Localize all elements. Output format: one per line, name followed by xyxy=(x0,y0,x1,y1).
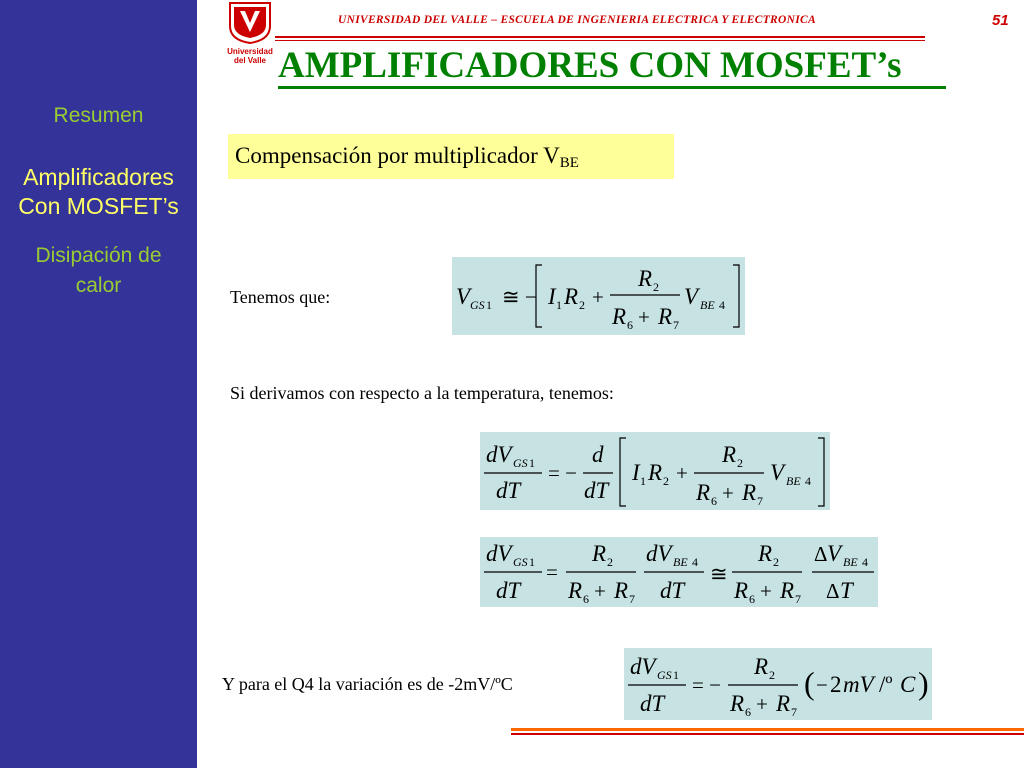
svg-text:R: R xyxy=(722,442,737,467)
svg-text:1: 1 xyxy=(529,555,535,569)
equation-vgs1 xyxy=(452,257,745,335)
q4-variation-text: Y para el Q4 la variación es de -2mV/ºC xyxy=(222,674,513,694)
sidebar xyxy=(0,0,197,768)
svg-text:R: R xyxy=(758,541,773,566)
svg-text:2: 2 xyxy=(653,280,659,294)
svg-text:BE: BE xyxy=(700,298,715,312)
svg-text:R: R xyxy=(696,480,711,505)
footer-divider xyxy=(511,728,1024,731)
svg-text:I: I xyxy=(632,460,640,485)
svg-text:(: ( xyxy=(804,665,815,701)
svg-text:1: 1 xyxy=(486,298,492,312)
svg-text:V: V xyxy=(827,541,842,566)
svg-text:6: 6 xyxy=(627,318,633,332)
svg-text:2: 2 xyxy=(663,474,669,488)
sidebar-item-resumen[interactable] xyxy=(0,104,197,128)
sidebar-item-label: Con MOSFET’s xyxy=(18,193,179,219)
header-divider xyxy=(275,36,925,38)
svg-text:7: 7 xyxy=(757,494,763,508)
svg-text:GS: GS xyxy=(513,456,528,470)
svg-text:C: C xyxy=(900,672,916,697)
svg-text:2: 2 xyxy=(769,668,775,682)
svg-text:V: V xyxy=(770,460,785,485)
svg-text:BE: BE xyxy=(673,555,688,569)
svg-text:+: + xyxy=(722,481,734,505)
svg-text:+: + xyxy=(592,285,604,309)
svg-text:4: 4 xyxy=(719,298,725,312)
svg-text:+: + xyxy=(676,461,688,485)
logo-caption: Universidad del Valle xyxy=(227,47,273,65)
svg-text:+: + xyxy=(638,305,650,329)
svg-text:2: 2 xyxy=(579,298,585,312)
equation-derivative xyxy=(480,432,830,510)
sidebar-item-disipacion[interactable] xyxy=(0,241,197,301)
svg-text:GS: GS xyxy=(470,298,485,312)
svg-text:R: R xyxy=(592,541,607,566)
svg-text:2: 2 xyxy=(737,456,743,470)
svg-text:R: R xyxy=(754,654,769,679)
header-divider xyxy=(275,40,925,41)
svg-text:R: R xyxy=(612,304,627,329)
title-underline xyxy=(278,86,946,89)
svg-text:6: 6 xyxy=(745,705,751,719)
svg-text:Δ: Δ xyxy=(826,579,840,603)
svg-text:R: R xyxy=(658,304,673,329)
page-number: 51 xyxy=(992,12,1009,29)
section-label: Compensación por multiplicador $V_{BE}$ xyxy=(235,143,579,171)
svg-text:1: 1 xyxy=(556,298,562,312)
svg-text:R: R xyxy=(568,578,583,603)
svg-text:R: R xyxy=(614,578,629,603)
sidebar-item-amplificadores[interactable] xyxy=(0,163,197,221)
svg-text:7: 7 xyxy=(673,318,679,332)
svg-text:): ) xyxy=(918,665,929,701)
equation-q4 xyxy=(624,648,932,720)
svg-text:7: 7 xyxy=(791,705,797,719)
svg-text:−: − xyxy=(816,673,828,697)
svg-text:1: 1 xyxy=(673,668,679,682)
derivamos-text: Si derivamos con respecto a la temperatura, tenemos: xyxy=(230,383,614,403)
svg-text:2: 2 xyxy=(607,555,613,569)
shield-logo-icon xyxy=(229,2,271,44)
svg-text:= −: = − xyxy=(548,461,577,485)
svg-text:Δ: Δ xyxy=(814,542,828,566)
svg-text:BE: BE xyxy=(786,474,801,488)
svg-text:1: 1 xyxy=(640,474,646,488)
sidebar-item-label: Resumen xyxy=(53,104,144,127)
svg-text:R: R xyxy=(638,266,653,291)
svg-text:R: R xyxy=(648,460,663,485)
svg-text:4: 4 xyxy=(692,555,698,569)
svg-text:≅: ≅ xyxy=(710,562,728,586)
svg-text:6: 6 xyxy=(711,494,717,508)
svg-text:dV: dV xyxy=(486,541,512,566)
svg-text:2: 2 xyxy=(830,672,842,697)
svg-text:R: R xyxy=(780,578,795,603)
svg-text:6: 6 xyxy=(749,592,755,606)
svg-text:dV: dV xyxy=(486,442,512,467)
svg-text:R: R xyxy=(776,691,791,716)
svg-text:V: V xyxy=(456,284,471,309)
svg-text:GS: GS xyxy=(513,555,528,569)
svg-text:dT: dT xyxy=(640,691,665,716)
svg-text:BE: BE xyxy=(843,555,858,569)
svg-text:d: d xyxy=(592,442,604,467)
svg-text:GS: GS xyxy=(657,668,672,682)
svg-text:dV: dV xyxy=(630,654,656,679)
svg-text:4: 4 xyxy=(862,555,868,569)
svg-text:= −: = − xyxy=(692,673,721,697)
svg-text:7: 7 xyxy=(629,592,635,606)
svg-text:dV: dV xyxy=(646,541,672,566)
tenemos-text: Tenemos que: xyxy=(230,287,331,307)
svg-text:≅ −: ≅ − xyxy=(502,285,537,309)
sidebar-item-label: calor xyxy=(75,274,122,297)
svg-text:dT: dT xyxy=(496,578,521,603)
sidebar-item-label: Disipación de xyxy=(35,244,162,267)
svg-text:V: V xyxy=(684,284,699,309)
svg-text:1: 1 xyxy=(529,456,535,470)
university-header: UNIVERSIDAD DEL VALLE – ESCUELA DE INGENIERIA ELECTRICA Y ELECTRONICA xyxy=(338,14,816,26)
svg-text:mV: mV xyxy=(843,672,874,697)
svg-text:7: 7 xyxy=(795,592,801,606)
page-title: AMPLIFICADORES CON MOSFET’s xyxy=(278,45,902,86)
svg-text:+: + xyxy=(760,579,772,603)
footer-divider xyxy=(511,733,1024,735)
svg-text:R: R xyxy=(734,578,749,603)
svg-text:=: = xyxy=(546,560,558,584)
section-label-box xyxy=(228,134,674,179)
svg-text:+: + xyxy=(756,692,768,716)
svg-text:dT: dT xyxy=(584,478,609,503)
university-logo xyxy=(226,2,274,72)
svg-text:/º: /º xyxy=(879,672,893,697)
svg-text:2: 2 xyxy=(773,555,779,569)
svg-text:R: R xyxy=(742,480,757,505)
svg-text:T: T xyxy=(840,578,853,603)
svg-text:dT: dT xyxy=(660,578,685,603)
sidebar-item-label: Amplificadores xyxy=(23,164,174,190)
svg-text:R: R xyxy=(730,691,745,716)
svg-text:4: 4 xyxy=(805,474,811,488)
svg-text:dT: dT xyxy=(496,478,521,503)
svg-text:I: I xyxy=(548,284,556,309)
svg-text:R: R xyxy=(564,284,579,309)
equation-ratio xyxy=(480,537,878,607)
svg-text:+: + xyxy=(594,579,606,603)
svg-text:6: 6 xyxy=(583,592,589,606)
